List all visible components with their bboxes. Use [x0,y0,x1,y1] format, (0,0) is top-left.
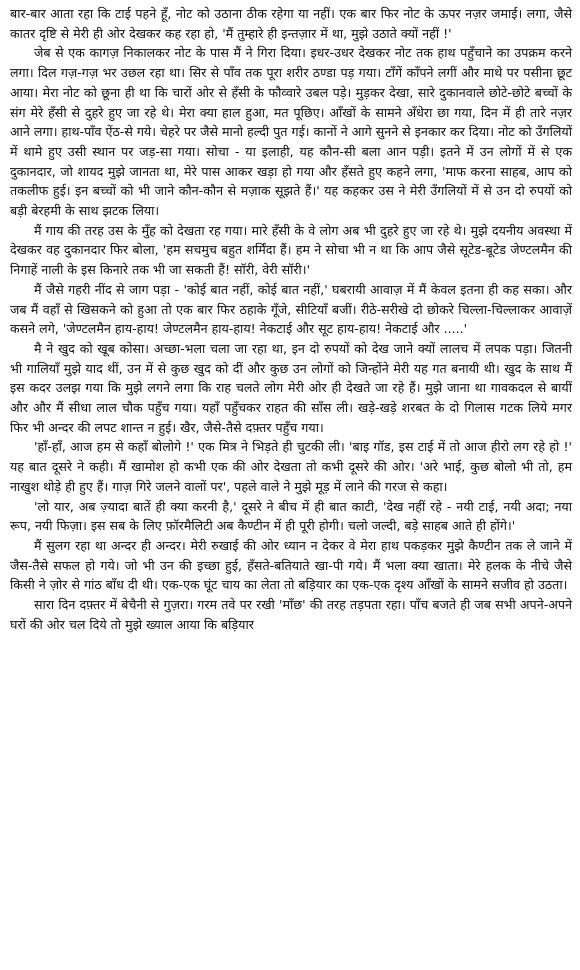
paragraph-8: मैं सुलग रहा था अन्दर ही अन्दर। मेरी रुखाई की ओर ध्यान न देकर वे मेरा हाथ पकड़कर मुझे कैण्टीन तक ले जाने में जैस-तैसे सफल हो गये। जो भी उन की इच्छा हुई, हँसते-बतियाते खा-पी गये। मैं भला क्या खाता। मेरे हलक के नीचे जैसे किसी ने ज़ोर से गांठ बाँध दी थी। एक-एक घूंट चाय का लेता तो बड़ियार का एक-एक दृश्य आँखों के सामने सजीव हो उठता। [10,537,572,593]
paragraph-6: 'हाँ-हाँ, आज हम से कहाँ बोलोगे !' एक मित्र ने भिड़ते ही चुटकी ली। 'बाइ गॉड, इस टाई में तो आज हीरो लग रहे हो !' यह बात दूसरे ने कही। मैं खामोश हो कभी एक की ओर देखता तो कभी दूसरे की ओर। 'अरे भाई, कुछ बोलो भी तो, हम नाखुश थोड़े ही हुए हैं। गाज़ गिरे जलने वालों पर', पहले वाले ने मुझे मूड़ में लाने की गरज से कहा। [10,439,572,494]
paragraph-2: जेब से एक कागज़ निकालकर नोट के पास मैं ने गिरा दिया। इधर-उधर देखकर नोट तक हाथ पहुँचाने का उपक्रम करने लगा। दिल गज़-गज़ भर उछल रहा था। सिर से पाँव तक पूरा शरीर ठण्डा पड़ गया। टाँगें काँपने लगीं और माथे पर पसीना छूट आया। मेरा नोट को छूना ही था कि चारों ओर से हँसी के फौव्वारे उबल पड़े। मुड़कर देखा, सारे दुकानवाले छोटे-छोटे बच्चों के संग मेरे हँसी से दुहरे हुए जा रहे थे। मेरा क्या हाल हुआ, मत पूछिए। आँखों के सामने अँधेरा छा गया, दिन में ही तारे नज़र आने लगा। हाथ-पाँव ऐंठ-से गये। चेहरे पर जैसे मानो हल्दी पुत गई। कानों ने आगे सुनने से इनकार कर दिया। नोट को उँगलियों में थामे हुए उसी स्थान पर जड़-सा गया। सोचा - या इलाही, यह कौन-सी बला आन पड़ी। इतने में उन लोगों में से एक दुकानदार, जो शायद मुझे जानता था, मेरे पास आकर खड़ा हो गया और हँसते हुए कहने लगा, 'माफ करना साहब, आप को तकलीफ हुई। इन बच्चों को भी जाने कौन-कौन से मज़ाक सूझते हैं।' यह कहकर उस ने मेरी उँगलियों में से उन दो रुपयों को बड़ी बेरहमी के साथ झटक लिया। [10,45,572,219]
paragraph-5: मै ने खुद को खूब कोसा। अच्छा-भला चला जा रहा था, इन दो रुपयों को देख जाने क्यों लालच में लपक पड़ा। जितनी भी गालियाँ मुझे याद थीं, उन में से कुछ खुद को दीं और कुछ उन लोगों को जिन्होंने मेरी यह गत बनायी थी। खुद के साथ मैं इस कदर उलझ गया कि मुझे लगने लगा कि राह चलते लोग मेरी ओर ही देखते जा रहे हैं। मुझे जाना था गावकदल से बायीं और और मैं सीधा लाल चौक पहुँच गया। यहाँ पहुँचकर राहत की साँस ली। खड़े-खड़े शरबत के दो गिलास गटक लिये मगर फिर भी अन्दर की लपट शान्त न हुई। खैर, जैसे-तैसे दफ़्तर पहुँच गया। [10,340,572,435]
paragraph-3: मैं गाय की तरह उस के मुँह को देखता रह गया। मारे हँसी के वे लोग अब भी दुहरे हुए जा रहे थे। मुझे दयनीय अवस्था में देखकर वह दुकानदार फिर बोला, 'हम सचमुच बहुत शर्मिंदा हैं। हम ने सोचा भी न था कि आप जैसे सूटेड-बूटेड जेण्टलमैन की निगाहें नाली के इस किनारे तक भी जा सकती हैं! सॉरी, वेरी सॉरी।' [10,222,572,278]
paragraph-4: मैं जैसे गहरी नींद से जाग पड़ा - 'कोई बात नहीं, कोई बात नहीं,' घबरायी आवाज़ में मैं केवल इतना ही कह सका। और जब मैं वहाँ से खिसकने को हुआ तो एक बार फिर ठहाके गूँजे, सीटियाँ बजीं। रीठे-सरीखे दो छोकरे चिल्ला-चिल्लाकर आवाज़ें कसने लगे, 'जेण्टलमैन हाय-हाय! जेण्टलमैन हाय-हाय! नेकटाई और सूट हाय-हाय! नेकटाई और .....' [10,281,572,337]
paragraph-9: सारा दिन दफ़्तर में बेचैनी से गुज़रा। गरम तवे पर रखी 'माँछ' की तरह तड़पता रहा। पाँच बजते ही जब सभी अपने-अपने घरों की ओर चल दिये तो मुझे ख्याल आया कि बड़ियार [10,597,572,632]
paragraph-7: 'लो यार, अब ज़्यादा बातें ही क्या करनी है,' दूसरे ने बीच में ही बात काटी, 'देख नहीं रहे - नयी टाई, नयी अदा; नया रूप, नयी फिज़ा। इस सब के लिए फ़ॉरमैलिटी अब कैण्टीन में ही पूरी होगी। चलो जल्दी, बड़े साहब आते ही होंगे।' [10,498,572,534]
paragraph-1: बार-बार आता रहा कि टाई पहने हूँ, नोट को उठाना ठीक रहेगा या नहीं। एक बार फिर नोट के ऊपर नज़र जमाई। लगा, जैसे कातर दृष्टि से मेरी ही ओर देखकर कह रहा हो, 'मैं तुम्हारे ही इन्तज़ार में था, मुझे उठाते क्यों नहीं !' [10,6,572,41]
